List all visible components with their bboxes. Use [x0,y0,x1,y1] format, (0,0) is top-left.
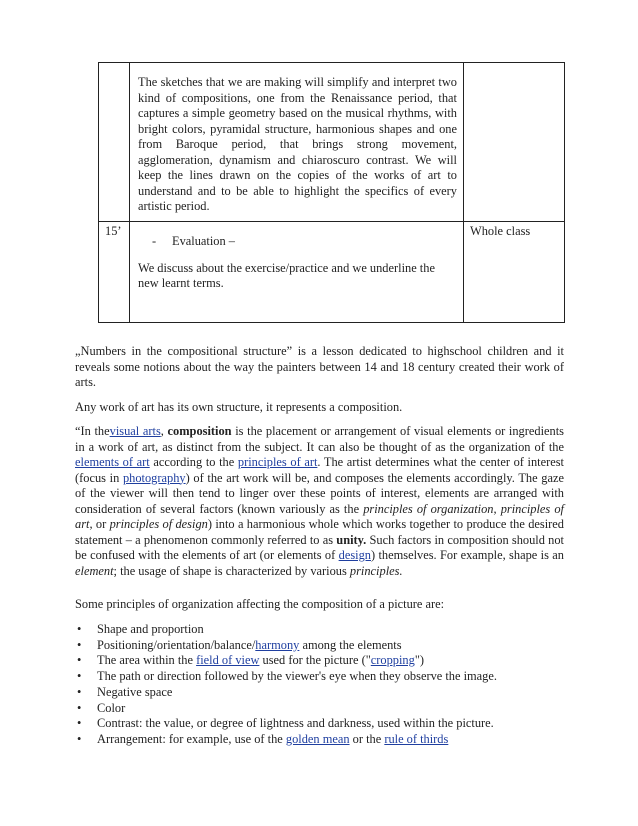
intro-paragraph: „Numbers in the compositional structure” is a lesson dedicated to highschool children and it reveals some notions about the way the painters between 14 and 18 century created their work of arts. [75,344,564,389]
italic-element: element [75,563,114,578]
organization-cell [464,63,565,222]
link-elements-of-art[interactable]: elements of art [75,455,150,469]
time-cell [99,63,130,222]
principles-list [75,622,564,748]
italic-principles-design: principles of design [109,517,208,531]
bold-composition: composition [167,424,232,438]
text-run: is the placement or arrangement of visual elements or ingredients in a work of art, as distinct from the subject. It can also be thought of as the organization of the [75,424,564,454]
text-run: “In the [75,424,110,438]
text-run: , [160,424,164,438]
definition-paragraph [75,424,564,579]
bullet-icon: • [77,731,82,746]
bullet-icon: • [77,637,82,652]
link-photography[interactable]: photography [122,470,186,485]
list-item-text: Positioning/orientation/balance/ [97,637,256,652]
discussion-text: We discuss about the exercise/practice and we underline the new learnt terms. [138,260,435,290]
lesson-table [98,62,565,323]
link-design[interactable]: design [338,548,371,562]
table-row [99,221,565,322]
list-item-text: Contrast: the value, or degree of lightness and darkness, used within the picture. [97,716,494,731]
list-item [75,716,564,732]
list-item [75,638,564,654]
list-item-text: The path or direction followed by the viewer's eye when they observe the image. [97,669,497,684]
principles-intro-paragraph: Some principles of organization affecting the composition of a picture are: [75,597,445,611]
text-run: ) into a harmonious whole which works together to produce the desired statement – a phenomenon commonly referred to as [75,517,564,547]
link-golden-mean[interactable]: golden mean [285,731,350,746]
time-value: 15’ [105,223,122,238]
text-run: ) themselves. For example, shape is an [370,548,564,562]
list-item [75,701,564,717]
list-item [75,732,564,748]
list-item-text: used for the picture (" [259,653,371,668]
text-run: ) of the art work will be, and composes the elements accordingly. The gaze of the viewer will then tend to linger over these points of interest, elements are arranged with consideration of several factors (known variously as the [75,470,564,516]
list-item-text: Arrangement: for example, use of the [97,731,286,746]
list-item-text: Negative space [97,684,173,699]
list-item-text: Shape and proportion [97,622,204,636]
organization-cell [464,221,565,322]
dash-marker: - [152,233,157,248]
structure-paragraph: Any work of art has its own structure, it represents a composition. [75,400,403,414]
link-cropping[interactable]: cropping [370,653,415,668]
italic-principles-organization: principles of organization, principles of art, [75,501,564,531]
group-value: Whole class [470,223,531,238]
evaluation-item [130,222,463,249]
link-visual-arts[interactable]: visual arts [109,424,161,438]
table-row [99,63,565,222]
link-principles-of-art[interactable]: principles of art [237,455,318,469]
sketches-description: The sketches that we are making will simplify and interpret two kind of compositions, one from the Renaissance period, that captures a simple geometry based on the musical rhythms, with bright colors, pyramidal structure, harmonious shapes and one from Baroque period, that brings strong movement, agglomeration, dynamism and chiaroscuro contrast. We will keep the lines drawn on the copies of the works of art to understand and to be able to highlight the specifics of every artistic period. [138,75,457,213]
activity-cell [130,63,464,222]
link-rule-of-thirds[interactable]: rule of thirds [384,731,449,746]
italic-principles: principles. [349,563,403,578]
text-run: . The artist determines what the center of interest (focus in [75,455,564,485]
list-item-text: Color [97,700,126,715]
text-run: according to the [149,455,235,469]
text-run: or [92,517,110,531]
list-item-text: among the elements [299,637,402,652]
evaluation-label: Evaluation – [172,233,235,248]
bullet-icon: • [77,622,82,636]
list-item-text: ") [414,653,425,668]
link-field-of-view[interactable]: field of view [196,653,260,668]
text-run: ; the usage of shape is characterized by various [113,563,350,578]
list-item [75,669,564,685]
text-run: Such factors in composition should not be confused with the elements of art (or elements of [75,532,565,562]
list-item [75,653,564,669]
bullet-icon: • [77,684,82,699]
bullet-icon: • [77,716,82,731]
list-item-text: or the [349,731,385,746]
bold-unity: unity. [336,532,367,547]
list-item [75,622,564,638]
time-cell [99,221,130,322]
bullet-icon: • [77,700,82,715]
list-item-text: The area within the [97,653,197,668]
activity-cell [130,221,464,322]
bullet-icon: • [77,669,82,684]
list-item [75,685,564,701]
bullet-icon: • [77,653,82,668]
link-harmony[interactable]: harmony [255,637,300,652]
